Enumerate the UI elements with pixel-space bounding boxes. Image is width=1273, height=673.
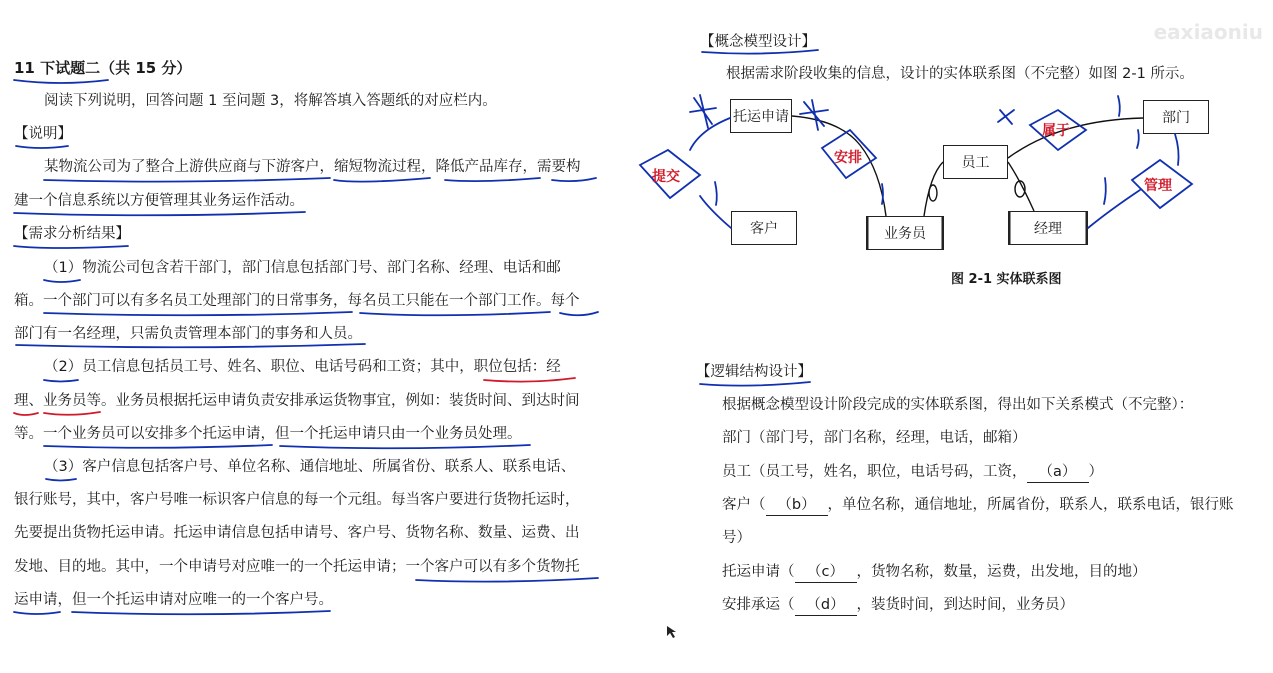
req-line: （1）物流公司包含若干部门，部门信息包括部门号、部门名称、经理、电话和邮 bbox=[44, 260, 561, 276]
logic-header: 【逻辑结构设计】 bbox=[696, 364, 812, 380]
blank-c: （c） bbox=[795, 562, 857, 583]
cursor-icon bbox=[667, 626, 676, 638]
entity-customer: 客户 bbox=[731, 211, 797, 245]
relationship-names bbox=[652, 123, 1173, 194]
req-line: （2）员工信息包括员工号、姓名、职位、电话号码和工资；其中，职位包括：经 bbox=[44, 359, 561, 375]
figure-caption: 图 2-1 实体联系图 bbox=[951, 272, 1062, 287]
schema-customer-wrap: 号） bbox=[722, 530, 751, 546]
concept-text: 根据需求阶段收集的信息，设计的实体联系图（不完整）如图 2-1 所示。 bbox=[726, 66, 1194, 82]
rel-manage-label: 管理 bbox=[1144, 178, 1172, 194]
requirements-header: 【需求分析结果】 bbox=[14, 226, 130, 242]
req-line: 先要提出货物托运申请。托运申请信息包括申请号、客户号、货物名称、数量、运费、出 bbox=[14, 525, 580, 541]
description-line-2: 建一个信息系统以方便管理其业务运作活动。 bbox=[14, 193, 304, 209]
req-line: 等。一个业务员可以安排多个托运申请，但一个托运申请只由一个业务员处理。 bbox=[14, 426, 522, 442]
description-header: 【说明】 bbox=[14, 126, 72, 142]
req-line: 箱。一个部门可以有多名员工处理部门的日常事务，每名员工只能在一个部门工作。每个 bbox=[14, 293, 580, 309]
entity-department: 部门 bbox=[1143, 100, 1209, 134]
req-line: 银行账号，其中，客户号唯一标识客户信息的每一个元组。每当客户要进行货物托运时， bbox=[14, 492, 580, 508]
logic-text: 根据概念模型设计阶段完成的实体联系图，得出如下关系模式（不完整）： bbox=[722, 397, 1194, 413]
schema-arrangement: 安排承运（ （d） ，装货时间，到达时间，业务员） bbox=[722, 595, 1074, 616]
schema-shipping: 托运申请（ （c） ，货物名称，数量，运费，出发地，目的地） bbox=[722, 562, 1147, 583]
concept-header: 【概念模型设计】 bbox=[700, 34, 816, 50]
relationship-diamonds bbox=[640, 110, 1192, 208]
entity-shipping-request: 托运申请 bbox=[730, 99, 792, 133]
schema-employee: 员工（员工号，姓名，职位，电话号码，工资， （a） ） bbox=[722, 462, 1103, 483]
watermark-logo: eaxiaoniu bbox=[1153, 20, 1263, 44]
question-title: 11 下试题二（共 15 分） bbox=[14, 59, 192, 77]
req-line: 发地、目的地。其中，一个申请号对应唯一的一个托运申请；一个客户可以有多个货物托 bbox=[14, 559, 580, 575]
req-line: 理、业务员等。业务员根据托运申请负责安排承运货物事宜，例如：装货时间、到达时间 bbox=[14, 393, 580, 409]
rel-submit-label: 提交 bbox=[652, 169, 680, 185]
req-line: 部门有一名经理，只需负责管理本部门的事务和人员。 bbox=[14, 326, 362, 342]
intro-text: 阅读下列说明，回答问题 1 至问题 3，将解答填入答题纸的对应栏内。 bbox=[44, 93, 497, 109]
schema-customer: 客户（ （b） ，单位名称，通信地址，所属省份，联系人，联系电话，银行账 bbox=[722, 495, 1234, 516]
rel-arrange-label: 安排 bbox=[834, 150, 862, 166]
entity-employee: 员工 bbox=[943, 145, 1008, 179]
blank-b: （b） bbox=[766, 495, 828, 516]
blank-d: （d） bbox=[795, 595, 857, 616]
description-line-1: 某物流公司为了整合上游供应商与下游客户，缩短物流过程，降低产品库存，需要构 bbox=[44, 159, 581, 175]
entity-manager: 经理 bbox=[1008, 211, 1088, 245]
req-line: 运申请，但一个托运申请对应唯一的一个客户号。 bbox=[14, 592, 333, 608]
rel-belong-label: 属于 bbox=[1042, 123, 1070, 139]
blank-a: （a） bbox=[1027, 462, 1089, 483]
schema-department: 部门（部门号，部门名称，经理，电话，邮箱） bbox=[722, 430, 1027, 446]
req-line: （3）客户信息包括客户号、单位名称、通信地址、所属省份、联系人、联系电话、 bbox=[44, 459, 576, 475]
entity-salesman: 业务员 bbox=[866, 216, 944, 250]
